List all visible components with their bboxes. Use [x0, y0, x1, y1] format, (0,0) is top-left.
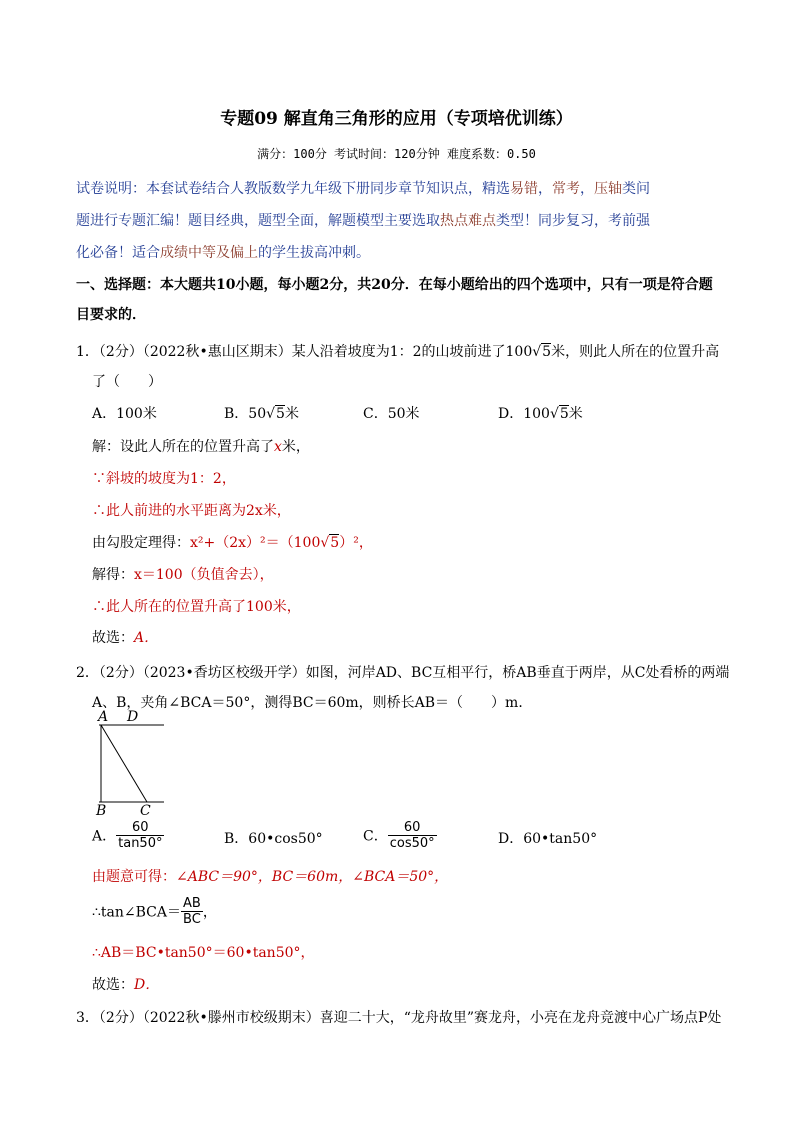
q2-figure: [92, 708, 172, 820]
intro-kw-5: 成绩中等及偏上: [160, 245, 258, 261]
q1-stem-line-1: 1．（2分）（2022秋•惠山区期末）某人沿着坡度为1：2的山坡前进了100√5米，则此人所在的位置升高: [76, 344, 720, 360]
q1-option-b-post: 米: [284, 406, 299, 422]
q1-option-b: B．50√5米: [224, 406, 299, 422]
intro-line2a: 题进行专题汇编！题目经典，题型全面，解题模型主要选取: [76, 213, 440, 229]
intro-sep-2: ，: [580, 181, 594, 197]
q1-sol5a: 解得：: [92, 567, 134, 583]
q1-stem-tail: 米，则此人所在的位置升高: [551, 344, 720, 360]
q1-sol1b: x: [274, 439, 282, 455]
q2-sol2-fraction: [181, 896, 203, 927]
q2-figure-line-ac: [101, 725, 147, 802]
q1-solution-3: [92, 500, 291, 520]
q2-solution-1: [92, 866, 448, 886]
intro-line3b: 的学生拔高冲刺。: [258, 245, 370, 261]
q2-sol2b: ，: [202, 904, 217, 921]
q2-option-d: D．60•tan50°: [498, 831, 598, 847]
q1-sol3a: ∴此人前进的水平距离为: [92, 503, 246, 519]
q2-sol1a: 由题意可得：: [92, 869, 176, 885]
q1-solution-1: [92, 436, 310, 456]
q1-value: 100: [505, 344, 533, 360]
q2-solution-3: ∴AB＝BC•tan50°＝60•tan50°，: [92, 945, 315, 961]
q2-figure-label-a: A: [98, 709, 109, 725]
section-heading-line-2: 目要求的．: [76, 307, 146, 323]
intro-line2b: 类型！同步复习，考前强: [496, 213, 650, 229]
q1-sol3b: 2x: [246, 503, 263, 519]
q1-sol4b: x²+（2x）²＝（100: [190, 535, 321, 551]
q2-answer: [92, 974, 159, 994]
q2-sol1b: ∠ABC＝90°，BC＝60m，∠BCA＝50°，: [176, 869, 449, 885]
q2-option-a-pre: A．: [92, 828, 117, 845]
intro-kw-4: 热点难点: [440, 213, 496, 229]
q2-figure-label-b: B: [96, 803, 107, 819]
intro-text-1: 本套试卷结合人教版数学九年级下册同步章节知识点，精选: [146, 181, 510, 197]
intro-text-2: 类问: [622, 181, 650, 197]
q1-answer: [92, 627, 158, 647]
q1-solution-6: ∴此人所在的位置升高了100米，: [92, 599, 301, 615]
q1-sol3c: 米，: [262, 503, 291, 519]
q1-sol4a: 由勾股定理得：: [92, 535, 190, 551]
q2-answer-prefix: 故选：: [92, 977, 134, 993]
q1-stem-line-2: 了（ ）: [92, 374, 162, 390]
q2-option-c: [363, 820, 437, 851]
page-title: 专题09 解直角三角形的应用（专项培优训练）: [220, 109, 573, 129]
q2-option-a-den: tan50°: [118, 836, 163, 851]
q1-solution-4: 由勾股定理得：x²+（2x）²＝（100√5）²，: [92, 535, 373, 551]
q2-figure-label-c: C: [140, 803, 151, 819]
intro-line-2: [76, 212, 650, 230]
q2-option-c-den: cos50°: [389, 836, 435, 851]
q2-option-b: B．60•cos50°: [224, 831, 323, 847]
q2-option-c-num: 60: [388, 820, 437, 836]
q1-answer-prefix: 故选：: [92, 630, 134, 646]
q1-radicand: 5: [542, 344, 552, 360]
q2-sol2-den: BC: [183, 912, 201, 927]
q1-option-a: A．100米: [92, 406, 157, 422]
q2-stem-line-1: 2．（2分）（2023•香坊区校级开学）如图，河岸AD、BC互相平行，桥AB垂直于两岸，从C处看桥的两端: [76, 665, 730, 681]
q1-solution-2: ∵斜坡的坡度为1：2，: [92, 471, 236, 487]
q2-option-c-fraction: [388, 820, 437, 851]
q2-option-a: [92, 820, 164, 851]
q1-sol1c: 米，: [281, 439, 310, 455]
intro-kw-1: 易错: [510, 181, 538, 197]
q1-option-d-radicand: 5: [559, 406, 569, 422]
intro-line-1: [76, 180, 650, 198]
intro-line3a: 化必备！适合: [76, 245, 160, 261]
q2-sol2-num: AB: [183, 896, 201, 911]
q2-solution-2: [92, 896, 217, 927]
q1-sol4d: ）²，: [339, 535, 373, 551]
q3-stem-line-1: 3．（2分）（2022秋•滕州市校级期末）喜迎二十大，“龙舟故里”赛龙舟，小亮在龙舟竞渡中心广场点P处: [76, 1010, 722, 1026]
q1-option-d-post: 米: [568, 406, 583, 422]
q1-option-b-pre: B．50: [224, 406, 267, 422]
intro-kw-3: 压轴: [594, 181, 622, 197]
q1-option-c: C．50米: [363, 406, 420, 422]
q1-sol4c: 5: [330, 535, 340, 551]
q2-figure-label-d: D: [127, 709, 139, 725]
q2-option-c-pre: C．: [363, 828, 388, 845]
q1-option-d-pre: D．100: [498, 406, 550, 422]
q2-option-a-num: 60: [116, 820, 164, 836]
intro-label: 试卷说明：: [76, 181, 146, 197]
intro-line-3: [76, 244, 370, 262]
q1-option-d: D．100√5米: [498, 406, 583, 422]
q2-option-a-fraction: [116, 820, 164, 851]
q1-stem: 1．（2分）（2022秋•惠山区期末）某人沿着坡度为1：2的山坡前进了: [76, 344, 506, 360]
intro-sep-1: ，: [538, 181, 552, 197]
q1-answer-value: A．: [134, 630, 159, 646]
q2-sol2a: ∴tan∠BCA＝: [92, 904, 181, 921]
q1-option-b-radicand: 5: [276, 406, 285, 422]
q1-sol5b: x＝100（负值舍去），: [134, 567, 274, 583]
exam-meta: 满分：100分 考试时间：120分钟 难度系数：0.50: [257, 147, 536, 161]
q1-solution-5: [92, 564, 274, 584]
section-heading-line-1: 一、选择题：本大题共10小题，每小题2分，共20分．在每小题给出的四个选项中，只有一项是符合题: [76, 277, 713, 293]
q2-answer-value: D．: [134, 977, 160, 993]
q2-stem-line-2: A、B，夹角∠BCA＝50°，测得BC＝60m，则桥长AB＝（ ）m．: [92, 695, 533, 711]
intro-kw-2: 常考: [552, 181, 580, 197]
q1-sol1a: 解：设此人所在的位置升高了: [92, 439, 274, 455]
